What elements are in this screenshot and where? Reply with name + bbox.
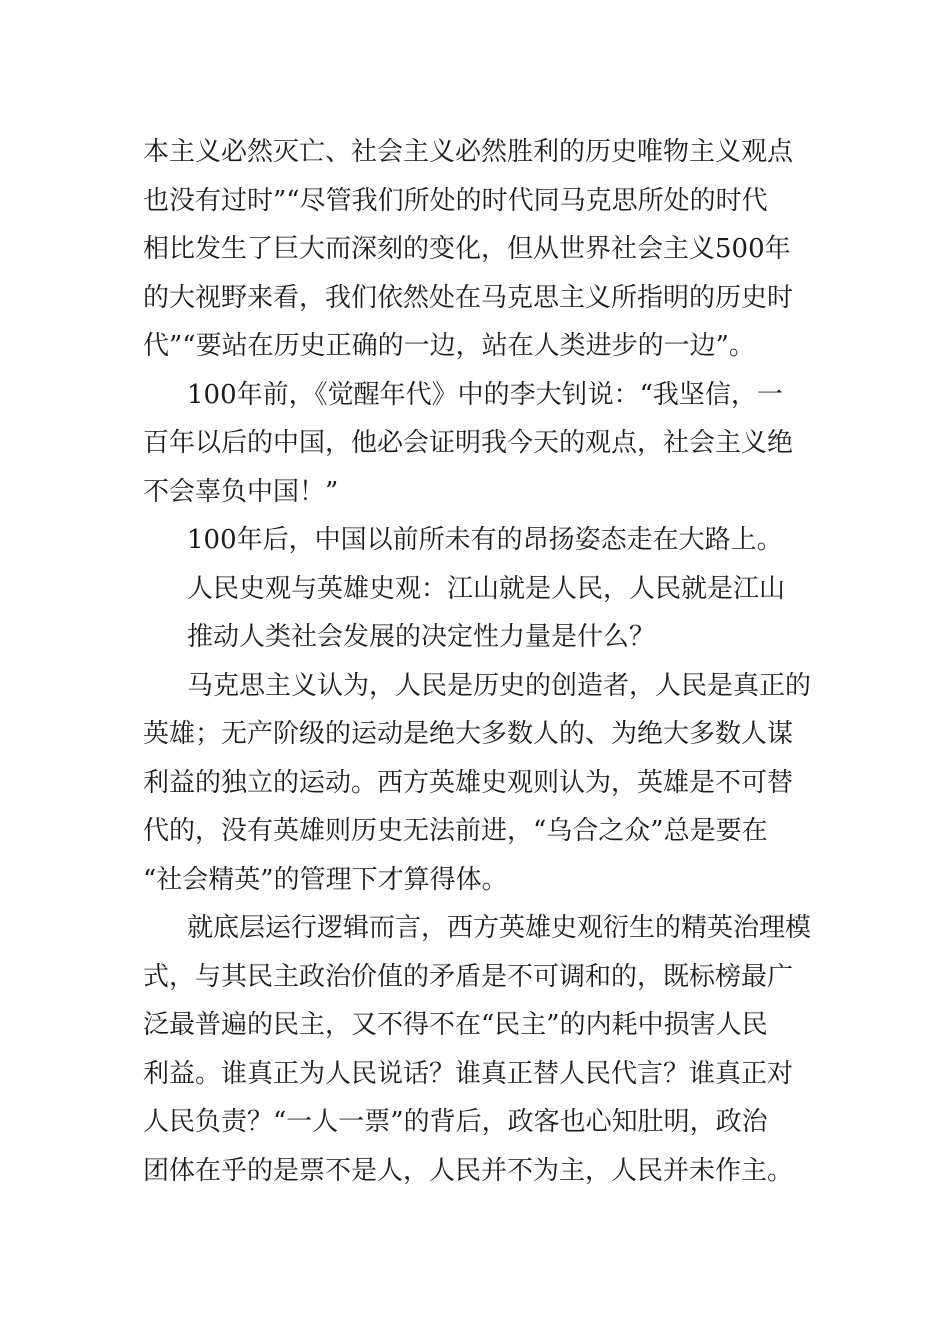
text-line: 式，与其民主政治价值的矛盾是不可调和的，既标榜最广 [143,961,794,992]
text-line: “社会精英”的管理下才算得体。 [143,864,508,895]
text-line: 不会辜负中国！” [143,476,339,507]
text-line: 100年后，中国以前所未有的昂扬姿态走在大路上。 [187,525,783,555]
text-line: 也没有过时”“尽管我们所处的时代同马克思所处的时代 [143,185,768,216]
paragraph-1 [143,128,815,371]
text-line: 代的，没有英雄则历史无法前进，“乌合之众”总是要在 [143,816,768,846]
paragraph-3 [143,516,815,565]
text-line: 本主义必然灭亡、社会主义必然胜利的历史唯物主义观点 [143,137,794,167]
text-line: 100年前，《觉醒年代》中的李大钊说：“我坚信，一 [187,379,783,410]
text-line: 利益。谁真正为人民说话？谁真正替人民代言？谁真正对 [143,1058,794,1089]
text-line: 人民负责？“一人一票”的背后，政客也心知肚明，政治 [143,1107,768,1137]
text-line: 马克思主义认为，人民是历史的创造者，人民是真正的 [187,670,812,701]
paragraph-7 [143,904,815,1195]
text-line: 英雄；无产阶级的运动是绝大多数人的、为绝大多数人谋 [143,719,794,749]
paragraph-5 [143,613,815,662]
paragraph-2 [143,371,815,517]
text-line: 的大视野来看，我们依然处在马克思主义所指明的历史时 [143,282,794,313]
text-line: 代”“要站在历史正确的一边，站在人类进步的一边”。 [143,331,755,361]
text-line: 人民史观与英雄史观：江山就是人民，人民就是江山 [187,573,786,604]
text-line: 相比发生了巨大而深刻的变化，但从世界社会主义500年 [143,234,791,264]
text-line: 团体在乎的是票不是人，人民并不为主，人民并未作主。 [143,1155,794,1186]
document-body [143,128,815,1195]
text-line: 泛最普遍的民主，又不得不在“民主”的内耗中损害人民 [143,1010,768,1040]
section-heading [143,565,815,614]
paragraph-6 [143,662,815,905]
text-line: 推动人类社会发展的决定性力量是什么？ [187,622,656,652]
text-line: 就底层运行逻辑而言，西方英雄史观衍生的精英治理模 [187,913,812,943]
text-line: 利益的独立的运动。西方英雄史观则认为，英雄是不可替 [143,767,794,798]
text-line: 百年以后的中国，他必会证明我今天的观点，社会主义绝 [143,428,794,458]
